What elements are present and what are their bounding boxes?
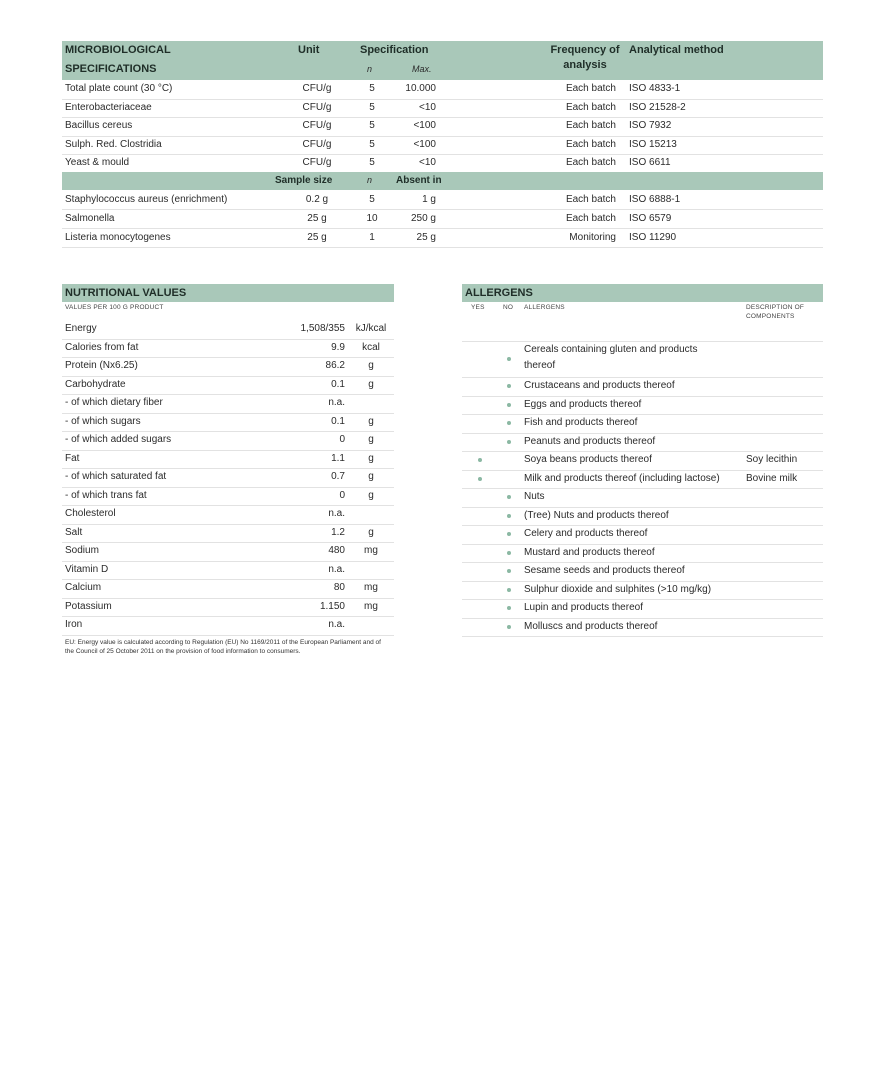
micro-table-row bbox=[62, 190, 823, 210]
no-marker-icon bbox=[507, 384, 511, 388]
allergen-name: Cereals containing gluten and products bbox=[524, 344, 698, 355]
nutrient-unit: kcal bbox=[362, 341, 380, 353]
allergen-name: Fish and products thereof bbox=[524, 417, 638, 428]
n-value: 5 bbox=[369, 157, 375, 168]
allergen-description: Soy lecithin bbox=[746, 454, 798, 465]
n-value: 10 bbox=[366, 213, 378, 224]
allergen-row bbox=[462, 618, 823, 638]
allergen-name: Crustaceans and products thereof bbox=[524, 380, 675, 391]
allergen-row bbox=[462, 451, 823, 471]
nutrition-row bbox=[62, 376, 394, 396]
nutrient-unit: kJ/kcal bbox=[355, 323, 387, 334]
method-value: ISO 15213 bbox=[629, 138, 677, 150]
col-no: NO bbox=[503, 304, 514, 311]
col-max: Max. bbox=[412, 64, 432, 74]
nutrient-value: 80 bbox=[333, 582, 345, 593]
col-specification: Specification bbox=[360, 44, 429, 56]
allergen-row bbox=[462, 599, 823, 619]
nutrient-name: Vitamin D bbox=[65, 563, 109, 575]
test-name: Listeria monocytogenes bbox=[65, 232, 171, 243]
max-value: <10 bbox=[419, 101, 436, 113]
yes-marker-icon bbox=[478, 458, 482, 462]
col-description-line2: COMPONENTS bbox=[746, 313, 795, 320]
nutrient-value: 1.150 bbox=[319, 600, 345, 612]
nutrient-name: Calories from fat bbox=[65, 341, 139, 353]
n-value: 5 bbox=[369, 120, 375, 131]
nutrient-name: Fat bbox=[65, 452, 80, 464]
method-value: ISO 11290 bbox=[629, 232, 677, 243]
nutrition-row bbox=[62, 468, 394, 488]
allergen-name: Mustard and products thereof bbox=[524, 546, 655, 558]
micro-subheader-bar bbox=[62, 172, 823, 190]
test-name: Yeast & mould bbox=[65, 157, 130, 168]
nutrition-row bbox=[62, 542, 394, 562]
no-marker-icon bbox=[507, 606, 511, 610]
nutrient-value: n.a. bbox=[328, 619, 345, 630]
allergen-name: Celery and products thereof bbox=[524, 528, 648, 539]
no-marker-icon bbox=[507, 421, 511, 425]
allergen-spacer-row bbox=[462, 321, 823, 342]
sample-size-value: 25 g bbox=[307, 213, 327, 224]
nutrition-title: NUTRITIONAL VALUES bbox=[65, 287, 187, 299]
micro-table-row bbox=[62, 228, 823, 248]
nutrient-unit: g bbox=[368, 452, 374, 464]
unit-value: CFU/g bbox=[302, 101, 332, 113]
nutrient-unit: mg bbox=[364, 582, 378, 593]
allergen-name: (Tree) Nuts and products thereof bbox=[524, 509, 669, 521]
no-marker-icon bbox=[507, 532, 511, 536]
allergen-row bbox=[462, 341, 823, 378]
nutrient-name: - of which added sugars bbox=[65, 434, 172, 445]
allergen-row bbox=[462, 507, 823, 527]
test-name: Sulph. Red. Clostridia bbox=[65, 138, 162, 150]
nutrition-row bbox=[62, 579, 394, 599]
no-marker-icon bbox=[507, 569, 511, 573]
nutrient-name: Carbohydrate bbox=[65, 378, 126, 390]
nutrient-name: Protein (Nx6.25) bbox=[65, 360, 138, 371]
col-absent-in: Absent in bbox=[396, 175, 442, 186]
allergen-name: Molluscs and products thereof bbox=[524, 620, 658, 632]
nutrition-subtitle: VALUES PER 100 G PRODUCT bbox=[65, 304, 164, 311]
sub-col-n: n bbox=[367, 175, 373, 185]
frequency-value: Monitoring bbox=[569, 232, 616, 243]
micro-table-row bbox=[62, 209, 823, 229]
no-marker-icon bbox=[507, 357, 511, 361]
sample-size-value: 25 g bbox=[307, 232, 327, 243]
col-frequency-line2: analysis bbox=[563, 59, 607, 71]
nutrition-row bbox=[62, 487, 394, 507]
allergen-row bbox=[462, 433, 823, 453]
unit-value: CFU/g bbox=[302, 83, 332, 94]
nutrition-row bbox=[62, 413, 394, 433]
nutrient-unit: g bbox=[368, 489, 374, 501]
nutrition-row bbox=[62, 320, 394, 340]
col-sample-size: Sample size bbox=[275, 175, 333, 186]
nutrition-row bbox=[62, 505, 394, 525]
test-name: Bacillus cereus bbox=[65, 120, 133, 131]
frequency-value: Each batch bbox=[565, 213, 616, 224]
nutrient-value: 1.2 bbox=[331, 526, 345, 538]
test-name: Salmonella bbox=[65, 213, 115, 224]
nutrition-row bbox=[62, 450, 394, 470]
n-value: 5 bbox=[369, 194, 375, 205]
frequency-value: Each batch bbox=[565, 157, 616, 168]
allergen-name: Lupin and products thereof bbox=[524, 602, 643, 613]
col-allergens: ALLERGENS bbox=[524, 304, 565, 311]
nutrient-value: n.a. bbox=[328, 397, 345, 408]
nutrient-unit: g bbox=[368, 471, 374, 482]
absent-in-value: 1 g bbox=[422, 194, 436, 205]
test-name: Total plate count (30 °C) bbox=[65, 83, 173, 94]
nutrition-row bbox=[62, 431, 394, 451]
nutrient-unit: mg bbox=[364, 545, 378, 556]
micro-table-row bbox=[62, 154, 823, 174]
nutrition-row bbox=[62, 598, 394, 618]
no-marker-icon bbox=[507, 514, 511, 518]
micro-table-row bbox=[62, 99, 823, 119]
micro-title-line1: MICROBIOLOGICAL bbox=[65, 44, 171, 56]
method-value: ISO 7932 bbox=[629, 120, 672, 131]
nutrient-value: n.a. bbox=[328, 563, 345, 575]
frequency-value: Each batch bbox=[565, 120, 616, 131]
max-value: <100 bbox=[413, 120, 436, 131]
n-value: 1 bbox=[369, 232, 375, 243]
nutrition-footnote: EU: Energy value is calculated according to Regulation (EU) No 1169/2011 of the European Parliament and of the Council of 25 October 2011 on the provision of food information to consumers. bbox=[65, 639, 381, 655]
nutrient-value: 0 bbox=[339, 434, 345, 445]
nutrient-name: - of which saturated fat bbox=[65, 471, 167, 482]
nutrient-name: Energy bbox=[65, 323, 97, 334]
allergen-row bbox=[462, 562, 823, 582]
no-marker-icon bbox=[507, 440, 511, 444]
method-value: ISO 6579 bbox=[629, 213, 672, 224]
method-value: ISO 6888-1 bbox=[629, 194, 681, 205]
allergen-name: Nuts bbox=[524, 491, 545, 502]
micro-title-line2: SPECIFICATIONS bbox=[65, 63, 157, 75]
method-value: ISO 4833-1 bbox=[629, 83, 681, 94]
micro-table-row bbox=[62, 117, 823, 137]
nutrition-row bbox=[62, 394, 394, 414]
nutrient-value: 0.7 bbox=[331, 471, 345, 482]
nutrient-unit: g bbox=[368, 434, 374, 445]
nutrition-row bbox=[62, 339, 394, 359]
allergen-name: Sulphur dioxide and sulphites (>10 mg/kg) bbox=[524, 583, 712, 595]
allergens-title: ALLERGENS bbox=[465, 287, 533, 299]
allergen-row bbox=[462, 396, 823, 416]
n-value: 5 bbox=[369, 101, 375, 113]
test-name: Enterobacteriaceae bbox=[65, 101, 152, 113]
nutrition-row bbox=[62, 616, 394, 636]
col-frequency-line1: Frequency of bbox=[550, 44, 620, 56]
yes-marker-icon bbox=[478, 477, 482, 481]
n-value: 5 bbox=[369, 83, 375, 94]
absent-in-value: 250 g bbox=[410, 213, 436, 224]
micro-table-row bbox=[62, 136, 823, 156]
nutrient-value: 1,508/355 bbox=[300, 323, 345, 334]
unit-value: CFU/g bbox=[302, 120, 332, 131]
nutrient-unit: mg bbox=[364, 600, 378, 612]
nutrient-unit: g bbox=[368, 378, 374, 390]
allergen-description: Bovine milk bbox=[746, 472, 798, 484]
no-marker-icon bbox=[507, 625, 511, 629]
allergen-row bbox=[462, 581, 823, 601]
nutrient-name: Iron bbox=[65, 619, 83, 630]
allergen-row bbox=[462, 488, 823, 508]
method-value: ISO 21528-2 bbox=[629, 101, 686, 113]
test-name: Staphylococcus aureus (enrichment) bbox=[65, 194, 228, 205]
nutrient-value: 480 bbox=[328, 545, 345, 556]
allergen-row bbox=[462, 470, 823, 490]
absent-in-value: 25 g bbox=[416, 232, 436, 243]
max-value: <100 bbox=[413, 138, 436, 150]
nutrient-name: Potassium bbox=[65, 600, 112, 612]
n-value: 5 bbox=[369, 138, 375, 150]
nutrient-unit: g bbox=[368, 360, 374, 371]
nutrition-row bbox=[62, 524, 394, 544]
nutrient-value: 1.1 bbox=[331, 452, 345, 464]
no-marker-icon bbox=[507, 495, 511, 499]
col-unit: Unit bbox=[298, 44, 320, 56]
method-value: ISO 6611 bbox=[629, 157, 671, 168]
nutrient-value: 0.1 bbox=[331, 378, 345, 390]
allergen-name: Sesame seeds and products thereof bbox=[524, 565, 685, 576]
no-marker-icon bbox=[507, 551, 511, 555]
nutrient-name: - of which dietary fiber bbox=[65, 397, 163, 408]
allergen-name: Peanuts and products thereof bbox=[524, 435, 656, 447]
col-yes: YES bbox=[471, 304, 485, 311]
frequency-value: Each batch bbox=[565, 194, 616, 205]
sample-size-value: 0.2 g bbox=[305, 194, 329, 205]
allergen-name-continued: thereof bbox=[524, 360, 556, 371]
micro-table-row bbox=[62, 80, 823, 100]
nutrient-name: Sodium bbox=[65, 545, 99, 556]
allergen-row bbox=[462, 544, 823, 564]
unit-value: CFU/g bbox=[302, 138, 332, 150]
allergen-row bbox=[462, 525, 823, 545]
nutrient-value: n.a. bbox=[328, 508, 345, 519]
col-description-line1: DESCRIPTION OF bbox=[746, 304, 805, 311]
nutrient-name: Salt bbox=[65, 526, 83, 538]
nutrition-row bbox=[62, 357, 394, 377]
nutrient-unit: g bbox=[368, 526, 374, 538]
no-marker-icon bbox=[507, 588, 511, 592]
nutrient-name: - of which trans fat bbox=[65, 489, 147, 501]
nutrient-name: Cholesterol bbox=[65, 508, 116, 519]
allergen-row bbox=[462, 377, 823, 397]
allergen-name: Eggs and products thereof bbox=[524, 398, 642, 410]
nutrient-name: - of which sugars bbox=[65, 415, 141, 427]
nutrient-value: 0 bbox=[339, 489, 345, 501]
allergen-row bbox=[462, 414, 823, 434]
nutrient-value: 0.1 bbox=[331, 415, 345, 427]
nutrient-value: 86.2 bbox=[325, 360, 345, 371]
frequency-value: Each batch bbox=[565, 83, 616, 94]
allergen-name: Milk and products thereof (including lactose) bbox=[524, 472, 720, 484]
no-marker-icon bbox=[507, 403, 511, 407]
max-value: 10.000 bbox=[405, 83, 436, 94]
nutrient-name: Calcium bbox=[65, 582, 102, 593]
nutrient-unit: g bbox=[368, 415, 374, 427]
col-analytical-method: Analytical method bbox=[629, 44, 724, 56]
col-n: n bbox=[367, 64, 373, 74]
nutrient-value: 9.9 bbox=[331, 341, 345, 353]
nutrition-row bbox=[62, 561, 394, 581]
max-value: <10 bbox=[419, 157, 436, 168]
frequency-value: Each batch bbox=[565, 101, 616, 113]
unit-value: CFU/g bbox=[302, 157, 332, 168]
allergen-name: Soya beans products thereof bbox=[524, 454, 652, 465]
frequency-value: Each batch bbox=[565, 138, 616, 150]
